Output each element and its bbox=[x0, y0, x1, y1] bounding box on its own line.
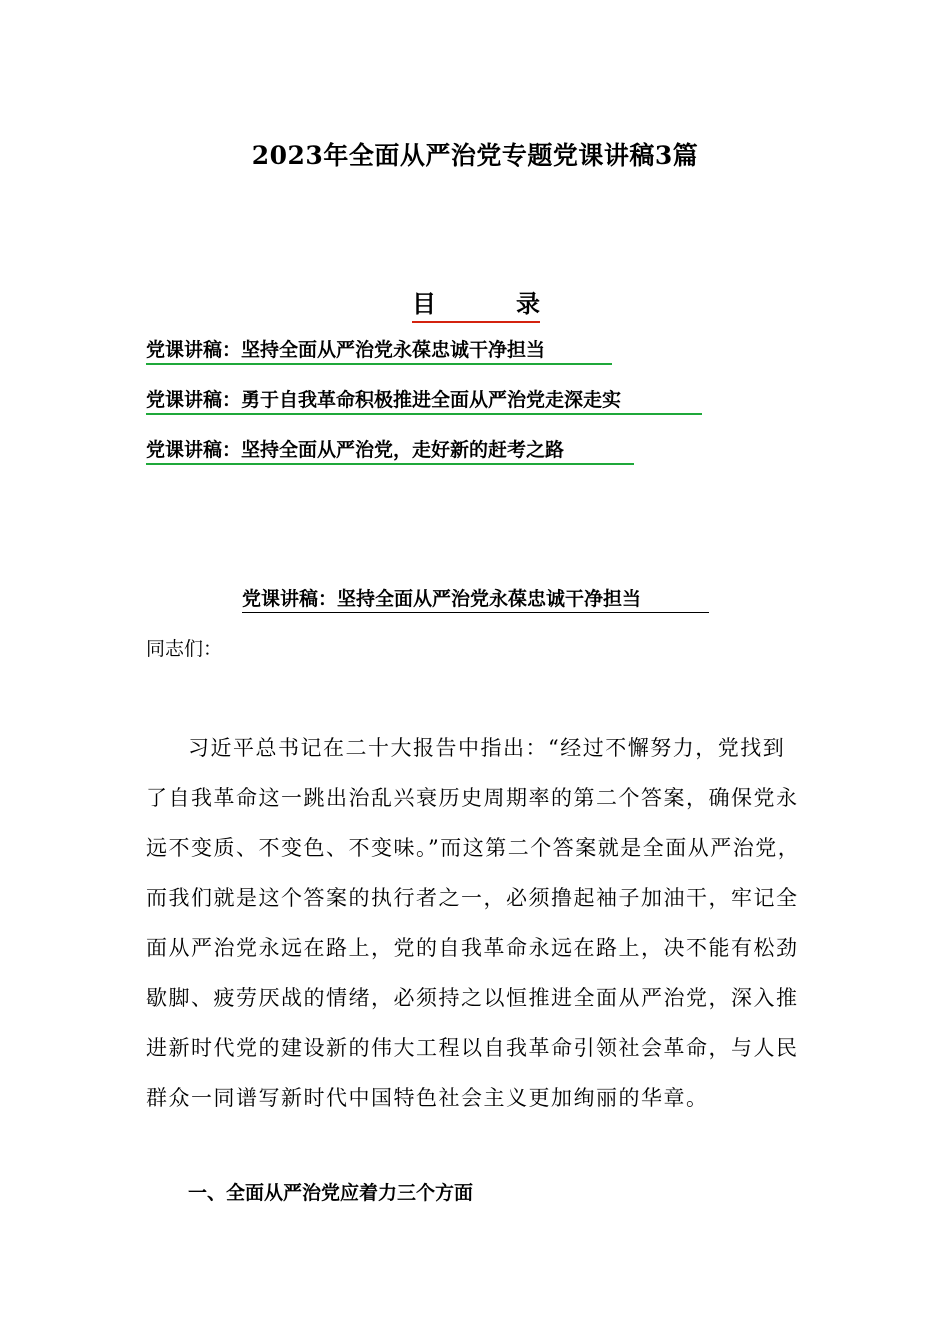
paragraph-line: 而我们就是这个答案的执行者之一，必须撸起袖子加油干，牢记全 bbox=[146, 886, 799, 910]
paragraph-line: 面从严治党永远在路上，党的自我革命永远在路上，决不能有松劲 bbox=[146, 936, 799, 960]
toc-heading bbox=[412, 284, 540, 323]
paragraph-line: 了自我革命这一跳出治乱兴衰历史周期率的第二个答案，确保党永 bbox=[146, 786, 799, 810]
paragraph-line: 进新时代党的建设新的伟大工程以自我革命引领社会革命，与人民 bbox=[146, 1036, 799, 1060]
toc-link-1[interactable]: 党课讲稿：坚持全面从严治党永葆忠诚干净担当 bbox=[146, 337, 612, 365]
paragraph-line: 习近平总书记在二十大报告中指出：“经过不懈努力，党找到 bbox=[188, 736, 786, 760]
greeting: 同志们： bbox=[146, 638, 223, 660]
toc-heading-left: 目 bbox=[412, 289, 436, 318]
toc-heading-right: 录 bbox=[516, 289, 540, 318]
subheading: 一、全面从严治党应着力三个方面 bbox=[188, 1182, 474, 1204]
document-title: 2023年全面从严治党专题党课讲稿3篇 bbox=[251, 141, 699, 170]
body-paragraph bbox=[146, 730, 806, 1130]
toc-link-2[interactable]: 党课讲稿：勇于自我革命积极推进全面从严治党走深走实 bbox=[146, 387, 702, 415]
toc-link-3[interactable]: 党课讲稿：坚持全面从严治党，走好新的赶考之路 bbox=[146, 437, 634, 465]
paragraph-line: 远不变质、不变色、不变味。”而这第二个答案就是全面从严治党， bbox=[146, 836, 801, 860]
paragraph-line: 歇脚、疲劳厌战的情绪，必须持之以恒推进全面从严治党，深入推 bbox=[146, 986, 799, 1010]
section-title: 党课讲稿：坚持全面从严治党永葆忠诚干净担当 bbox=[242, 586, 709, 613]
paragraph-line: 群众一同谱写新时代中国特色社会主义更加绚丽的华章。 bbox=[146, 1086, 709, 1110]
